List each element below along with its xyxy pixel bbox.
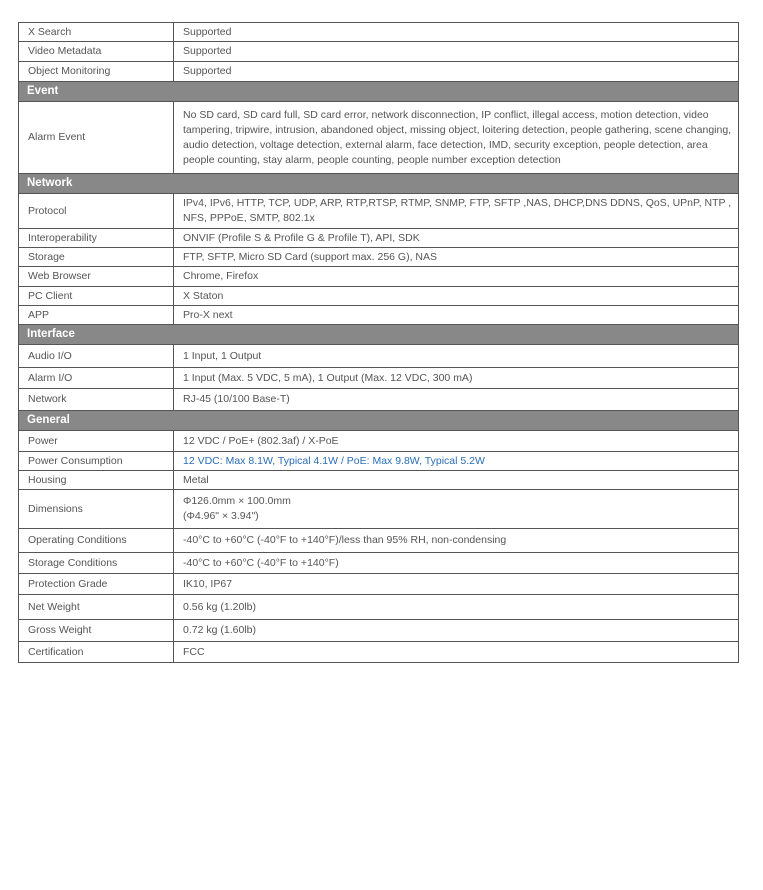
spec-label: Protection Grade	[19, 574, 174, 595]
section-title: Interface	[19, 325, 739, 345]
spec-label: Operating Conditions	[19, 529, 174, 553]
spec-label: Network	[19, 389, 174, 411]
spec-row-operating-conditions	[19, 529, 739, 553]
spec-value-cell	[174, 490, 739, 529]
spec-label: Power Consumption	[19, 452, 174, 471]
spec-label: APP	[19, 306, 174, 325]
section-header-general	[19, 411, 739, 431]
spec-row-audio-io	[19, 345, 739, 368]
spec-row-housing	[19, 471, 739, 490]
spec-row-protocol	[19, 194, 739, 229]
spec-label: Alarm Event	[19, 102, 174, 174]
spec-label: Interoperability	[19, 229, 174, 248]
spec-value: FCC	[174, 642, 739, 663]
section-title: Network	[19, 174, 739, 194]
spec-label: Alarm I/O	[19, 368, 174, 389]
spec-row-protection-grade	[19, 574, 739, 595]
spec-value: IPv4, IPv6, HTTP, TCP, UDP, ARP, RTP,RTSP, RTMP, SNMP, FTP, SFTP ,NAS, DHCP,DNS DDNS, QoS, UPnP, NTP , NFS, PPPoE, SMTP, 802.1x	[174, 194, 739, 229]
spec-value: 0.56 kg (1.20lb)	[174, 595, 739, 620]
spec-label: Video Metadata	[19, 42, 174, 62]
spec-label: Power	[19, 431, 174, 452]
spec-label: Net Weight	[19, 595, 174, 620]
spec-value: IK10, IP67	[174, 574, 739, 595]
section-title: General	[19, 411, 739, 431]
spec-row-interoperability	[19, 229, 739, 248]
spec-row-alarm-io	[19, 368, 739, 389]
spec-label: Certification	[19, 642, 174, 663]
spec-row-storage	[19, 248, 739, 267]
spec-value: ONVIF (Profile S & Profile G & Profile T), API, SDK	[174, 229, 739, 248]
spec-row-video-metadata	[19, 42, 739, 62]
spec-row-app	[19, 306, 739, 325]
spec-label: Object Monitoring	[19, 62, 174, 82]
spec-row-power-consumption	[19, 452, 739, 471]
spec-label: Storage	[19, 248, 174, 267]
spec-row-dimensions	[19, 490, 739, 529]
spec-value: RJ-45 (10/100 Base-T)	[174, 389, 739, 411]
spec-value: Supported	[174, 42, 739, 62]
spec-value: FTP, SFTP, Micro SD Card (support max. 256 G), NAS	[174, 248, 739, 267]
spec-row-net-weight	[19, 595, 739, 620]
spec-value: Chrome, Firefox	[174, 267, 739, 287]
spec-row-pc-client	[19, 287, 739, 306]
spec-value: -40°C to +60°C (-40°F to +140°F)/less than 95% RH, non-condensing	[174, 529, 739, 553]
spec-label: Storage Conditions	[19, 553, 174, 574]
spec-label: X Search	[19, 23, 174, 42]
spec-row-certification	[19, 642, 739, 663]
spec-value: Φ126.0mm × 100.0mm	[183, 495, 291, 507]
spec-row-alarm-event	[19, 102, 739, 174]
spec-value: Supported	[174, 62, 739, 82]
spec-label: Web Browser	[19, 267, 174, 287]
spec-label: Housing	[19, 471, 174, 490]
spec-label: PC Client	[19, 287, 174, 306]
spec-label: Gross Weight	[19, 620, 174, 642]
spec-row-object-monitoring	[19, 62, 739, 82]
spec-label: Dimensions	[19, 490, 174, 529]
spec-label: Audio I/O	[19, 345, 174, 368]
spec-value: 1 Input, 1 Output	[174, 345, 739, 368]
spec-row-storage-conditions	[19, 553, 739, 574]
spec-row-x-search	[19, 23, 739, 42]
section-header-interface	[19, 325, 739, 345]
spec-value: No SD card, SD card full, SD card error, network disconnection, IP conflict, illegal access, motion detection, video tampering, tripwire, intrusion, abandoned object, missing object, loitering detection, people gathering, scene changing, audio detection, voltage detection, external alarm, face detection, IMD, security exception, people detection, area people counting, stay alarm, people counting, people number exception detection	[174, 102, 739, 174]
spec-value-secondary: (Φ4.96" × 3.94")	[183, 510, 259, 522]
spec-value: Metal	[174, 471, 739, 490]
spec-row-web-browser	[19, 267, 739, 287]
spec-value: Pro-X next	[174, 306, 739, 325]
spec-row-gross-weight	[19, 620, 739, 642]
spec-value: 12 VDC: Max 8.1W, Typical 4.1W / PoE: Max 9.8W, Typical 5.2W	[174, 452, 739, 471]
spec-value: Supported	[174, 23, 739, 42]
spec-value: X Staton	[174, 287, 739, 306]
spec-value: 1 Input (Max. 5 VDC, 5 mA), 1 Output (Max. 12 VDC, 300 mA)	[174, 368, 739, 389]
section-title: Event	[19, 82, 739, 102]
spec-row-network-port	[19, 389, 739, 411]
spec-value: -40°C to +60°C (-40°F to +140°F)	[174, 553, 739, 574]
spec-value: 12 VDC / PoE+ (802.3af) / X-PoE	[174, 431, 739, 452]
section-header-event	[19, 82, 739, 102]
spec-table	[18, 22, 739, 663]
spec-label: Protocol	[19, 194, 174, 229]
section-header-network	[19, 174, 739, 194]
spec-value: 0.72 kg (1.60lb)	[174, 620, 739, 642]
spec-row-power	[19, 431, 739, 452]
